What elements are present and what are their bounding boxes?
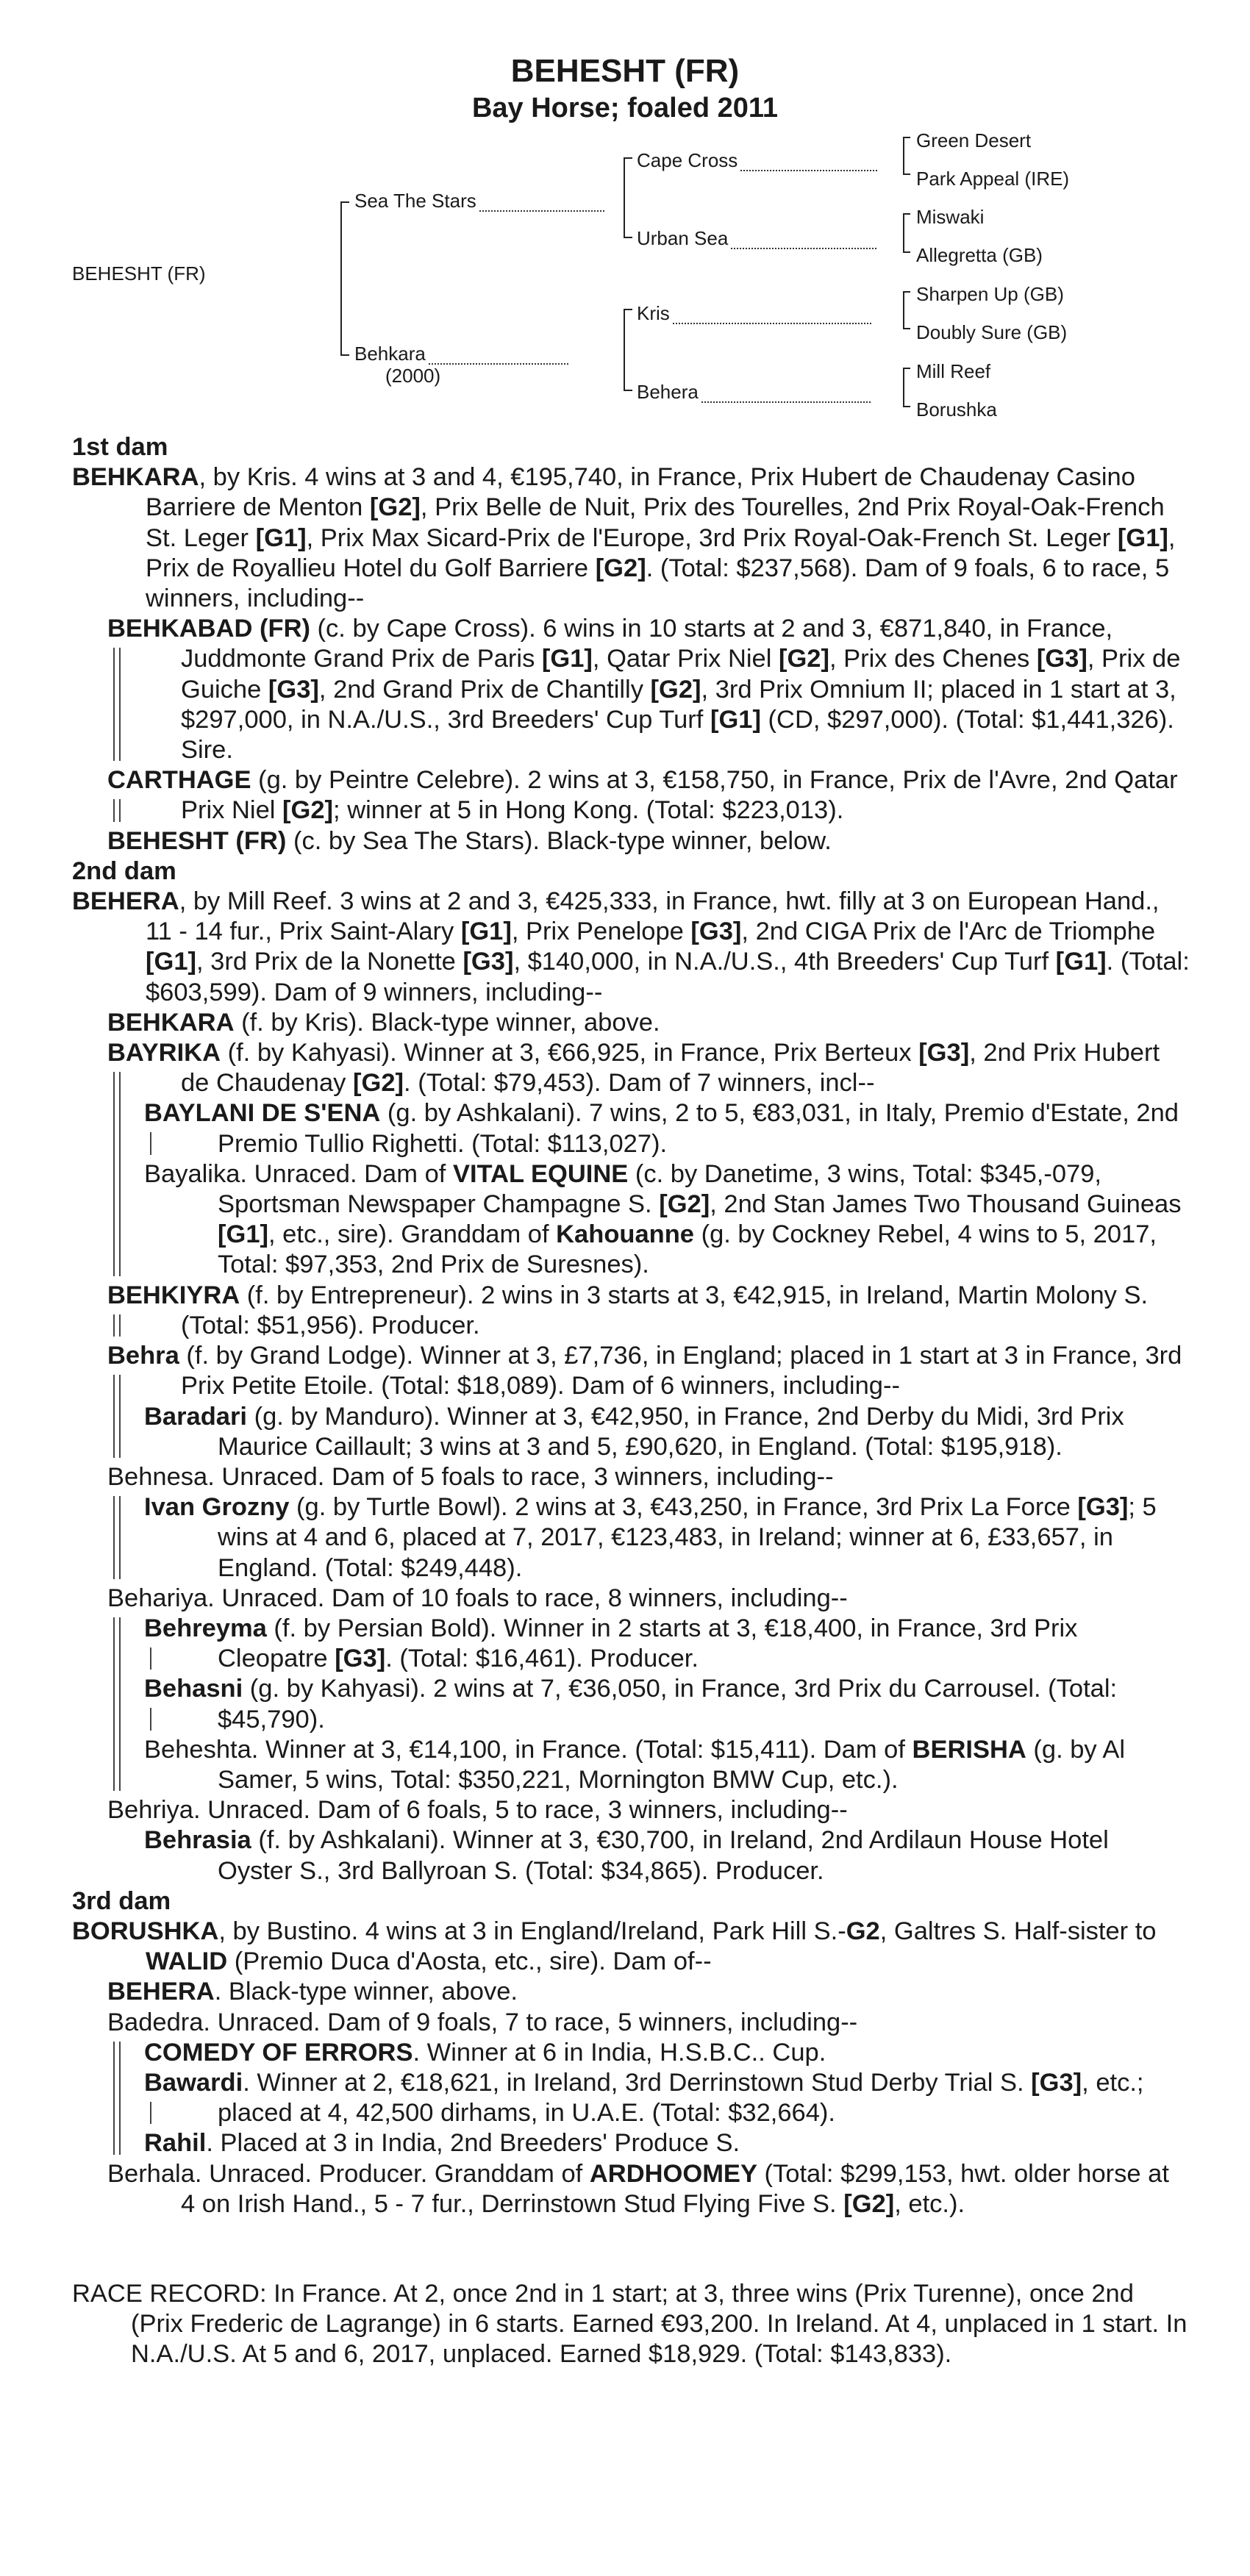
pedigree-dsd: Doubly Sure (GB) [916, 321, 1068, 343]
page-title: BEHESHT (FR) [510, 53, 740, 89]
offspring-entry: CARTHAGE (g. by Peintre Celebre). 2 wins at 3, €158,750, in France, Prix de l'Avre, 2nd Qatar Prix Niel [G2]; winner at 5 in Hong Kong. (Total: $223,013). [107, 766, 1178, 825]
offspring-entry: Bawardi. Winner at 2, €18,621, in Ireland, 3rd Derrinstown Stud Derby Trial S. [G3], etc.; placed at 4, 42,500 dirhams, in U.A.E. (Total: $32,664). [144, 2068, 1144, 2128]
offspring-entry: Behra (f. by Grand Lodge). Winner at 3, £7,736, in England; placed in 1 start at 3 in France, 3rd Prix Petite Etoile. (Total: $18,089). Dam of 6 winners, including-- [107, 1342, 1182, 1400]
offspring-group [72, 614, 1190, 765]
pedigree-sdd: Allegretta (GB) [916, 244, 1043, 266]
offspring-group [72, 765, 1190, 826]
offspring-group [72, 2068, 1190, 2128]
pedigree-dam-year: (2000) [385, 365, 441, 387]
dam-entry: BEHERA, by Mill Reef. 3 wins at 2 and 3, €425,333, in France, hwt. filly at 3 on European Hand., 11 - 14 fur., Prix Saint-Alary [G1], Prix Penelope [G3], 2nd CIGA Prix de l'Arc de Triomphe [G1], 3rd Prix de la Nonette [G3], $140,000, in N.A./U.S., 4th Breeders' Cup Turf [G1]. (Total: $603,599). Dam of 9 winners, including-- [72, 887, 1190, 1006]
pedigree-ssd: Park Appeal (IRE) [916, 168, 1070, 190]
pedigree-sss: Green Desert [916, 129, 1032, 151]
offspring-entry: Bayalika. Unraced. Dam of VITAL EQUINE (c. by Danetime, 3 wins, Total: $345,-079, Sportsman Newspaper Champagne S. [G2], 2nd Stan James Two Thousand Guineas [G1], etc., sire). Granddam of Kahouanne (g. by Cockney Rebel, 4 wins to 5, 2017, Total: $97,353, 2nd Prix de Suresnes). [144, 1159, 1182, 1279]
offspring-group [72, 1281, 1190, 1341]
section-heading: 2nd dam [72, 856, 176, 885]
offspring-group [72, 2008, 1190, 2159]
offspring-entry: BAYRIKA (f. by Kahyasi). Winner at 3, €66,925, in France, Prix Berteux [G3], 2nd Prix Hubert de Chaudenay [G2]. (Total: $79,453). Dam of 7 winners, incl-- [107, 1039, 1160, 1098]
offspring-group [72, 1098, 1190, 1159]
offspring-entry: Behriya. Unraced. Dam of 6 foals, 5 to race, 3 winners, including-- [107, 1796, 848, 1825]
offspring-group [72, 1341, 1190, 1462]
offspring-entry: BEHESHT (FR) (c. by Sea The Stars). Black-type winner, below. [107, 826, 832, 855]
offspring-entry: Berhala. Unraced. Producer. Granddam of ARDHOOMEY (Total: $299,153, hwt. older horse at 4 on Irish Hand., 5 - 7 fur., Derrinstown Stud Flying Five S. [G2], etc.). [107, 2159, 1169, 2218]
offspring-entry: Behnesa. Unraced. Dam of 5 foals to race, 3 winners, including-- [107, 1462, 834, 1491]
dam-entry: BEHKARA, by Kris. 4 wins at 3 and 4, €195,740, in France, Prix Hubert de Chaudenay Casino Barriere de Menton [G2], Prix Belle de Nuit, Prix des Tourelles, 2nd Prix Royal-Oak-French St. Leger [G1], Prix Max Sicard-Prix de l'Europe, 3rd Prix Royal-Oak-French St. Leger [G1], Prix de Royallieu Hotel du Golf Barriere [G2]. (Total: $237,568). Dam of 9 foals, 6 to race, 5 winners, including-- [72, 463, 1176, 613]
offspring-entry: Baradari (g. by Manduro). Winner at 3, €42,950, in France, 2nd Derby du Midi, 3rd Prix Maurice Caillault; 3 wins at 3 and 5, £90,620, in England. (Total: $195,918). [144, 1402, 1124, 1461]
offspring-entry: Behasni (g. by Kahyasi). 2 wins at 7, €36,050, in France, 3rd Prix du Carrousel. (Total: $45,790). [144, 1675, 1118, 1734]
pedigree-dam-dam: Behera [637, 381, 871, 403]
offspring-entry: Badedra. Unraced. Dam of 9 foals, 7 to race, 5 winners, including-- [107, 2008, 858, 2036]
offspring-entry: BEHKIYRA (f. by Entrepreneur). 2 wins in 3 starts at 3, €42,915, in Ireland, Martin Molony S. (Total: $51,956). Producer. [107, 1281, 1149, 1339]
catalogue-body [72, 432, 1190, 2219]
pedigree-dam-sire: Kris [637, 302, 871, 324]
pedigree-dss: Sharpen Up (GB) [916, 283, 1064, 305]
offspring-entry: BAYLANI DE S'ENA (g. by Ashkalani). 7 wins, 2 to 5, €83,031, in Italy, Premio d'Estate, 2nd Premio Tullio Righetti. (Total: $113,027). [144, 1099, 1179, 1158]
pedigree-subject: BEHESHT (FR) [72, 262, 206, 285]
offspring-entry: Behariya. Unraced. Dam of 10 foals to race, 8 winners, including-- [107, 1584, 848, 1612]
pedigree-sds: Miswaki [916, 206, 985, 228]
offspring-group [72, 1038, 1190, 1281]
offspring-group [72, 1584, 1190, 1795]
offspring-group [72, 1462, 1190, 1584]
pedigree-dam: Behkara [354, 343, 568, 365]
dam-entry: BORUSHKA, by Bustino. 4 wins at 3 in England/Ireland, Park Hill S.-G2, Galtres S. Half-sister to WALID (Premio Duca d'Aosta, etc., sire). Dam of-- [72, 1917, 1157, 1976]
offspring-entry: BEHKABAD (FR) (c. by Cape Cross). 6 wins in 10 starts at 2 and 3, €871,840, in France, Juddmonte Grand Prix de Paris [G1], Qatar Prix Niel [G2], Prix des Chenes [G3], Prix de Guiche [G3], 2nd Grand Prix de Chantilly [G2], 3rd Prix Omnium II; placed in 1 start at 3, $297,000, in N.A./U.S., 3rd Breeders' Cup Turf [G1] (CD, $297,000). (Total: $1,441,326). Sire. [107, 615, 1181, 765]
offspring-entry: Behrasia (f. by Ashkalani). Winner at 3, €30,700, in Ireland, 2nd Ardilaun House Hotel Oyster S., 3rd Ballyroan S. (Total: $34,865). Producer. [144, 1826, 1109, 1885]
section-heading: 1st dam [72, 433, 168, 461]
offspring-entry: Beheshta. Winner at 3, €14,100, in France. (Total: $15,411). Dam of BERISHA (g. by Al Samer, 5 wins, Total: $350,221, Mornington BMW Cup, etc.). [144, 1735, 1126, 1794]
pedigree-sire-sire: Cape Cross [637, 149, 877, 171]
offspring-entry: Rahil. Placed at 3 in India, 2nd Breeders' Produce S. [144, 2129, 740, 2158]
offspring-entry: BEHKARA (f. by Kris). Black-type winner, above. [107, 1008, 660, 1037]
race-record: RACE RECORD: In France. At 2, once 2nd in 1 start; at 3, three wins (Prix Turenne), once 2nd (Prix Frederic de Lagrange) in 6 starts. Earned €93,200. In Ireland. At 4, unplaced in 1 start. In N.A./U.S. At 5 and 6, 2017, unplaced. Earned $18,929. (Total: $143,833). [72, 2280, 1188, 2369]
offspring-group [72, 1614, 1190, 1674]
page-subtitle: Bay Horse; foaled 2011 [471, 93, 779, 124]
offspring-entry: COMEDY OF ERRORS. Winner at 6 in India, H.S.B.C.. Cup. [144, 2038, 826, 2067]
pedigree-sire-dam: Urban Sea [637, 227, 876, 249]
pedigree-dds: Mill Reef [916, 360, 991, 382]
offspring-entry: BEHERA. Black-type winner, above. [107, 1978, 518, 2006]
pedigree-ddd: Borushka [916, 398, 997, 421]
section-heading: 3rd dam [72, 1886, 171, 1915]
pedigree-sire: Sea The Stars [354, 190, 604, 212]
offspring-entry: Ivan Grozny (g. by Turtle Bowl). 2 wins at 3, €43,250, in France, 3rd Prix La Force [G3]; 5 wins at 4 and 6, placed at 7, 2017, €123,483, in Ireland; winner at 6, £33,657, in England. (Total: $249,448). [144, 1493, 1157, 1582]
offspring-entry: Behreyma (f. by Persian Bold). Winner in 2 starts at 3, €18,400, in France, 3rd Prix Cleopatre [G3]. (Total: $16,461). Producer. [144, 1614, 1078, 1673]
offspring-group [72, 1674, 1190, 1734]
